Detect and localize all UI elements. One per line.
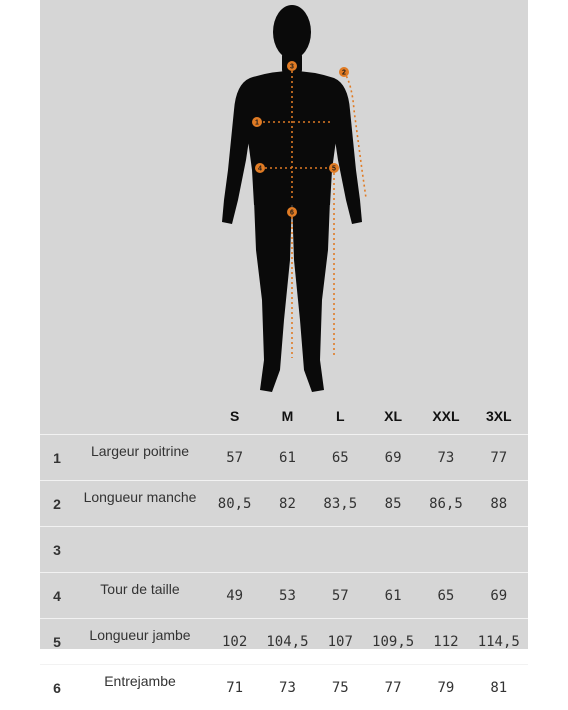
row-label: Longueur jambe: [69, 619, 211, 665]
cell-value: 53: [258, 573, 316, 619]
row-label: Tour de taille: [69, 573, 211, 619]
cell-value: 61: [364, 573, 422, 619]
cell-value: 57: [211, 435, 258, 481]
header-label: [69, 398, 211, 435]
cell-value: [258, 527, 316, 573]
cell-value: 88: [470, 481, 528, 527]
row-index: 5: [40, 619, 69, 665]
cell-value: 69: [364, 435, 422, 481]
table-row: [40, 527, 528, 573]
marker-5-label: 5: [332, 166, 336, 173]
human-silhouette-icon: [180, 0, 400, 400]
marker-2-label: 2: [342, 70, 346, 77]
cell-value: [317, 527, 364, 573]
table-row: [40, 619, 528, 665]
row-index: 2: [40, 481, 69, 527]
cell-value: 107: [317, 619, 364, 665]
row-label: Largeur poitrine: [69, 435, 211, 481]
cell-value: 104,5: [258, 619, 316, 665]
table-row: [40, 573, 528, 619]
header-size-xl: XL: [364, 398, 422, 435]
cell-value: 77: [364, 665, 422, 710]
cell-value: 73: [422, 435, 469, 481]
size-header-row: [40, 398, 528, 435]
cell-value: 86,5: [422, 481, 469, 527]
cell-value: 82: [258, 481, 316, 527]
table-row: [40, 665, 528, 710]
cell-value: 109,5: [364, 619, 422, 665]
cell-value: 79: [422, 665, 469, 710]
cell-value: 65: [317, 435, 364, 481]
cell-value: 69: [470, 573, 528, 619]
cell-value: [470, 527, 528, 573]
cell-value: 81: [470, 665, 528, 710]
cell-value: 57: [317, 573, 364, 619]
header-size-xxl: XXL: [422, 398, 469, 435]
header-index: [40, 398, 69, 435]
cell-value: 61: [258, 435, 316, 481]
row-index: 4: [40, 573, 69, 619]
row-label: Longueur manche: [69, 481, 211, 527]
cell-value: 71: [211, 665, 258, 710]
cell-value: [364, 527, 422, 573]
cell-value: 73: [258, 665, 316, 710]
row-index: 1: [40, 435, 69, 481]
cell-value: 77: [470, 435, 528, 481]
cell-value: 85: [364, 481, 422, 527]
header-size-m: M: [258, 398, 316, 435]
cell-value: 49: [211, 573, 258, 619]
cell-value: 75: [317, 665, 364, 710]
cell-value: [422, 527, 469, 573]
cell-value: 83,5: [317, 481, 364, 527]
row-label: Entrejambe: [69, 665, 211, 710]
header-size-s: S: [211, 398, 258, 435]
header-size-l: L: [317, 398, 364, 435]
cell-value: 65: [422, 573, 469, 619]
row-label: [69, 527, 211, 573]
cell-value: 112: [422, 619, 469, 665]
table-row: [40, 435, 528, 481]
table-row: [40, 481, 528, 527]
marker-3-label: 3: [290, 64, 294, 71]
row-index: 6: [40, 665, 69, 710]
cell-value: [211, 527, 258, 573]
marker-4-label: 4: [258, 166, 262, 173]
size-table: [40, 398, 528, 710]
marker-6-label: 6: [290, 210, 294, 217]
header-size-3xl: 3XL: [470, 398, 528, 435]
cell-value: 114,5: [470, 619, 528, 665]
cell-value: 102: [211, 619, 258, 665]
marker-1-label: 1: [255, 120, 259, 127]
row-index: 3: [40, 527, 69, 573]
cell-value: 80,5: [211, 481, 258, 527]
